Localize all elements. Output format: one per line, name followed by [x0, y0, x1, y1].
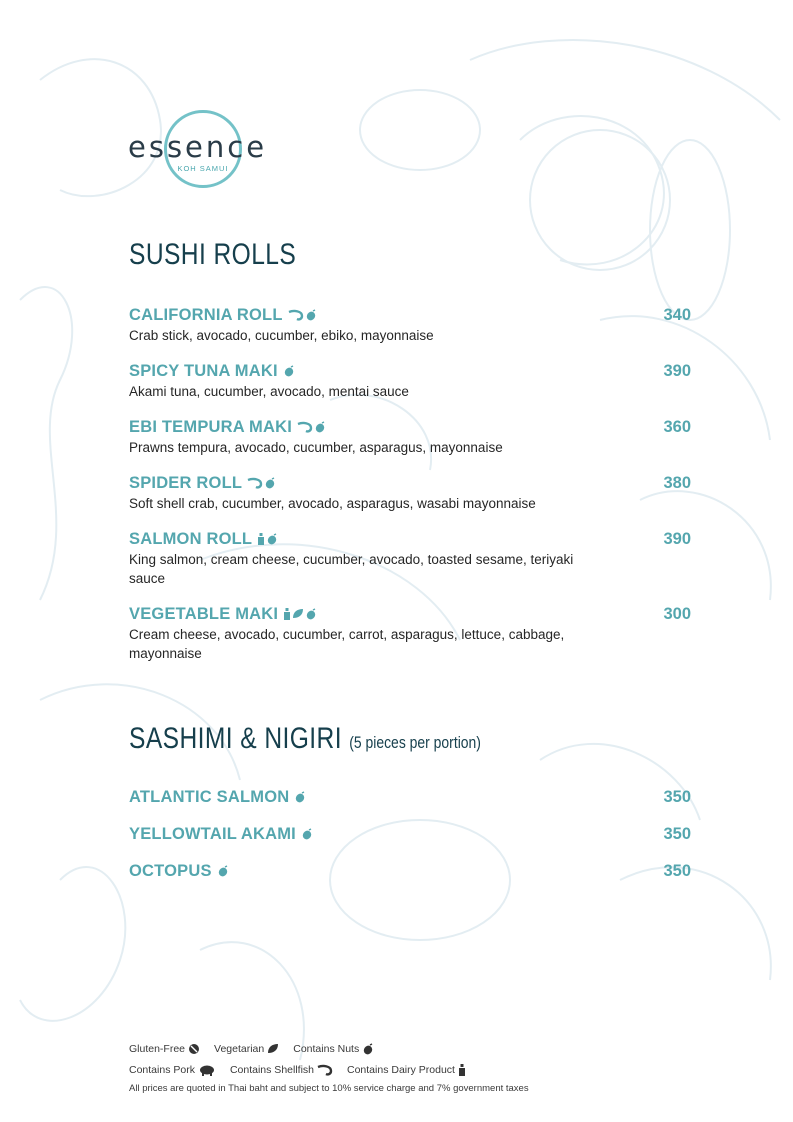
menu-item-dietary-icons	[257, 533, 278, 545]
menu-item-price: 390	[663, 529, 691, 548]
section-title-text: SASHIMI & NIGIRI	[129, 722, 342, 755]
logo-wordmark: essence	[128, 130, 268, 164]
vegetarian-icon	[267, 1043, 279, 1055]
menu-item-name	[129, 418, 326, 437]
menu-item-name	[129, 474, 276, 493]
menu-item	[129, 528, 691, 588]
menu-item	[129, 416, 691, 457]
menu-item-description: Soft shell crab, cucumber, avocado, asparagus, wasabi mayonnaise	[129, 496, 536, 511]
legend-vegetarian-label: Vegetarian	[214, 1042, 265, 1055]
pork-icon	[198, 1064, 216, 1076]
menu-item-row	[129, 823, 691, 845]
menu-item-description: Akami tuna, cucumber, avocado, mentai sauce	[129, 384, 409, 399]
legend-vegetarian	[214, 1043, 279, 1055]
legend-pork-label: Contains Pork	[129, 1063, 195, 1076]
logo-subtitle: KOH SAMUI	[177, 164, 229, 173]
menu-item-row	[129, 860, 691, 882]
legend-dairy-label: Contains Dairy Product	[347, 1063, 455, 1076]
nuts-icon	[264, 477, 276, 489]
menu-item-row	[129, 528, 691, 550]
nuts-icon	[305, 309, 317, 321]
menu-item-name-text: SPICY TUNA MAKI	[129, 361, 278, 380]
menu-item	[129, 860, 691, 882]
menu-item-price: 380	[663, 473, 691, 492]
nuts-icon	[294, 791, 306, 803]
gluten-free-icon	[188, 1043, 200, 1055]
menu-item-row	[129, 603, 691, 625]
legend-shellfish	[230, 1064, 333, 1076]
section-portion-note: (5 pieces per portion)	[349, 733, 481, 752]
price-tax-note: All prices are quoted in Thai baht and subject to 10% service charge and 7% government taxes	[129, 1083, 529, 1094]
nuts-icon	[266, 533, 278, 545]
menu-item-name-text: YELLOWTAIL AKAMI	[129, 824, 296, 843]
menu-item-dietary-icons	[283, 365, 295, 377]
menu-item-dietary-icons	[283, 608, 317, 620]
shellfish-icon	[317, 1064, 333, 1076]
menu-item-price: 340	[663, 305, 691, 324]
menu-item-name-text: CALIFORNIA ROLL	[129, 305, 283, 324]
menu-item	[129, 472, 691, 513]
nuts-icon	[217, 865, 229, 877]
menu-item-dietary-icons	[294, 791, 306, 803]
menu-item-description: Crab stick, avocado, cucumber, ebiko, mayonnaise	[129, 328, 434, 343]
essence-logo	[128, 108, 288, 194]
menu-item	[129, 823, 691, 845]
menu-item-name-text: ATLANTIC SALMON	[129, 787, 290, 806]
legend-gluten-free-label: Gluten-Free	[129, 1042, 186, 1055]
vegetarian-icon	[292, 608, 304, 620]
legend-dairy	[347, 1064, 466, 1076]
menu-item	[129, 304, 691, 345]
section-title-sashimi-nigiri	[129, 722, 481, 756]
menu-item-price: 350	[663, 861, 691, 880]
menu-item-name	[129, 788, 306, 807]
menu-item-row	[129, 472, 691, 494]
menu-item-name-text: VEGETABLE MAKI	[129, 604, 279, 623]
legend-nuts	[293, 1043, 374, 1055]
section-title-sushi-rolls: SUSHI ROLLS	[129, 238, 297, 271]
menu-item-name-text: SPIDER ROLL	[129, 473, 243, 492]
menu-item-name	[129, 825, 313, 844]
menu-item-price: 300	[663, 604, 691, 623]
menu-item	[129, 603, 691, 663]
menu-item-dietary-icons	[301, 828, 313, 840]
menu-item-name	[129, 306, 317, 325]
menu-item-description: Cream cheese, avocado, cucumber, carrot, asparagus, lettuce, cabbage, mayonnaise	[129, 627, 565, 661]
nuts-icon	[305, 608, 317, 620]
menu-item-name-text: OCTOPUS	[129, 861, 212, 880]
nuts-icon	[314, 421, 326, 433]
legend-pork	[129, 1064, 216, 1076]
menu-item	[129, 360, 691, 401]
menu-item-name	[129, 362, 295, 381]
nuts-icon	[283, 365, 295, 377]
menu-item-name-text: SALMON ROLL	[129, 529, 253, 548]
nuts-icon	[301, 828, 313, 840]
menu-item-name	[129, 862, 229, 881]
legend-gluten-free	[129, 1043, 200, 1055]
menu-item	[129, 786, 691, 808]
dairy-icon	[257, 533, 265, 545]
menu-item-name	[129, 605, 317, 624]
menu-item-name	[129, 530, 278, 549]
menu-item-price: 390	[663, 361, 691, 380]
shellfish-icon	[288, 309, 304, 321]
menu-item-description: King salmon, cream cheese, cucumber, avocado, toasted sesame, teriyaki sauce	[129, 552, 574, 586]
shellfish-icon	[247, 477, 263, 489]
menu-item-dietary-icons	[247, 477, 276, 489]
menu-item-row	[129, 304, 691, 326]
menu-item-name-text: EBI TEMPURA MAKI	[129, 417, 293, 436]
shellfish-icon	[297, 421, 313, 433]
legend-shellfish-label: Contains Shellfish	[229, 1063, 314, 1076]
menu-item-description: Prawns tempura, avocado, cucumber, asparagus, mayonnaise	[129, 440, 503, 455]
dietary-legend	[129, 1038, 529, 1094]
menu-item-row	[129, 416, 691, 438]
menu-item-row	[129, 360, 691, 382]
dairy-icon	[283, 608, 291, 620]
menu-item-price: 350	[663, 824, 691, 843]
nuts-icon	[362, 1043, 374, 1055]
menu-item-price: 350	[663, 787, 691, 806]
menu-item-dietary-icons	[297, 421, 326, 433]
menu-item-row	[129, 786, 691, 808]
dairy-icon	[458, 1064, 466, 1076]
menu-item-price: 360	[663, 417, 691, 436]
legend-nuts-label: Contains Nuts	[293, 1042, 360, 1055]
menu-item-dietary-icons	[288, 309, 317, 321]
menu-item-dietary-icons	[217, 865, 229, 877]
